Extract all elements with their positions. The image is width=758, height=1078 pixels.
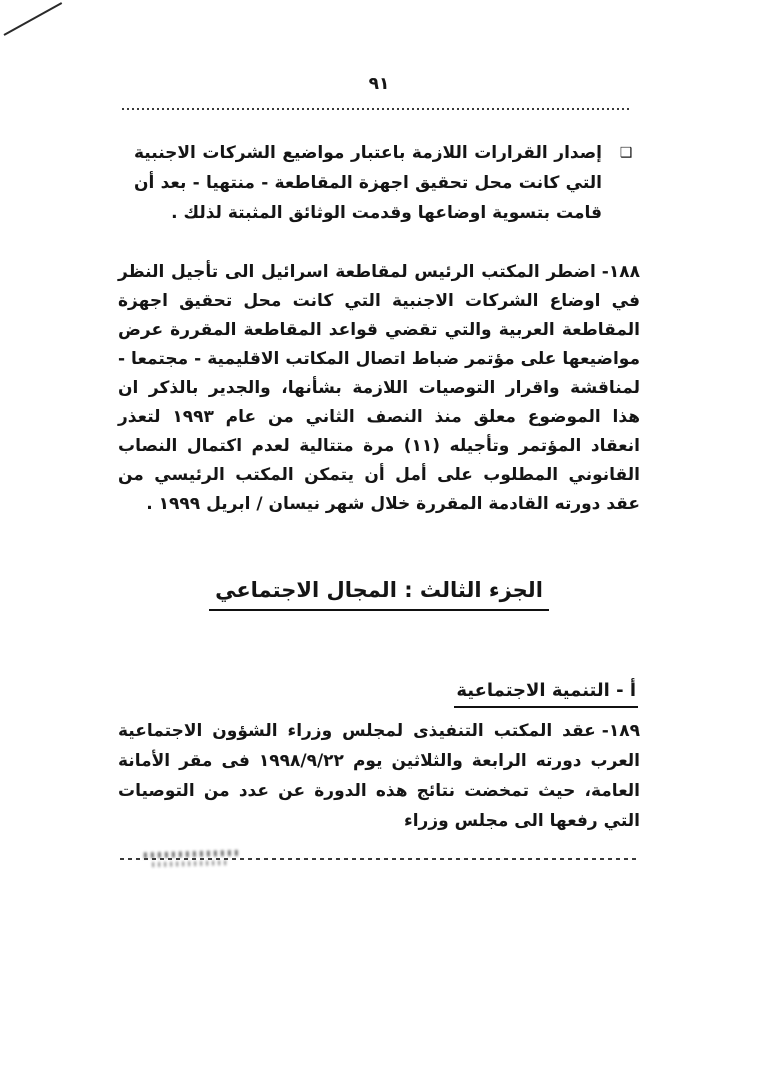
footer-dashed-rule bbox=[120, 858, 636, 860]
header-dotted-rule bbox=[122, 108, 632, 110]
paragraph-188-number: ١٨٨- bbox=[601, 262, 640, 282]
part-heading-row bbox=[118, 578, 640, 611]
part-heading: الجزء الثالث : المجال الاجتماعي bbox=[209, 578, 549, 611]
paragraph-188-text: اضطر المكتب الرئيس لمقاطعة اسرائيل الى تأجيل النظر في اوضاع الشركات الاجنبية التي كانت محل تحقيق اجهزة المقاطعة العربية والتي تقضي قواعد المقاطعة المقررة عرض مواضيعها على مؤتمر ضباط اتصال المكاتب الاقليمية - مجتمعا - لمناقشة واقرار التوصيات اللازمة بشأنها، والجدير بالذكر ان هذا الموضوع معلق منذ النصف الثاني من عام ١٩٩٣ لتعذر انعقاد المؤتمر وتأجيله (١١) مرة متتالية لعدم اكتمال النصاب القانوني المطلوب على أمل أن يتمكن المكتب الرئيسي من عقد دورته القادمة المقررة خلال شهر نيسان / ابريل ١٩٩٩ . bbox=[118, 262, 640, 514]
page-content bbox=[118, 0, 640, 1078]
subsection-heading: أ - التنمية الاجتماعية bbox=[454, 680, 638, 708]
bullet-paragraph bbox=[118, 138, 640, 228]
page-number: ٩١ bbox=[368, 74, 390, 94]
scan-artifact-line bbox=[4, 2, 63, 36]
square-bullet-icon: ❑ bbox=[619, 145, 633, 161]
paragraph-189-number: ١٨٩- bbox=[601, 721, 640, 741]
bullet-paragraph-text: إصدار القرارات اللازمة باعتبار مواضيع الشركات الاجنبية التي كانت محل تحقيق اجهزة المقاطعة - منتهيا - بعد أن قامت بتسوية اوضاعها وقدمت الوثائق المثبتة لذلك . bbox=[134, 143, 602, 223]
paragraph-188 bbox=[118, 258, 640, 519]
paragraph-189-text: عقد المكتب التنفيذى لمجلس وزراء الشؤون الاجتماعية العرب دورته الرابعة والثلاثين يوم ١٩٩٨/٩/٢٢ فى مقر الأمانة العامة، حيث تمخضت نتائج هذه الدورة عن عدد من التوصيات التي رفعها الى مجلس وزراء bbox=[118, 721, 640, 831]
paragraph-189 bbox=[118, 716, 640, 836]
subsection-heading-row bbox=[118, 680, 640, 708]
